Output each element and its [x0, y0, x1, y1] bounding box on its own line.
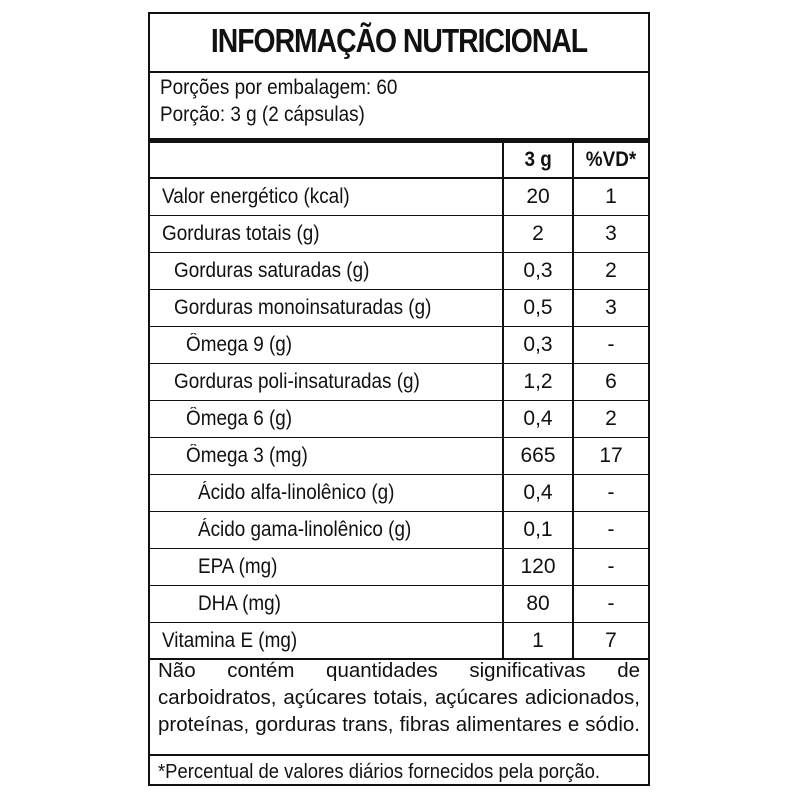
nutrient-name — [198, 475, 416, 511]
nutrient-name — [198, 549, 286, 585]
table-row — [150, 179, 648, 216]
nutrient-dv: - — [607, 518, 615, 541]
table-row — [150, 327, 648, 364]
nutrient-amount: 80 — [526, 592, 550, 615]
nutrient-dv: 2 — [605, 407, 617, 430]
nutrient-amount: 0,3 — [523, 333, 553, 356]
dv-column-header — [574, 143, 648, 177]
nutrient-name-text: Ácido gama-linolênico (g) — [198, 518, 412, 541]
nutrient-dv: 1 — [605, 185, 617, 208]
nutrient-name-text: Gorduras monoinsaturadas (g) — [174, 296, 432, 319]
table-row — [150, 216, 648, 253]
table-row — [150, 475, 648, 512]
amount-header-text: 3 g — [524, 148, 552, 171]
footnote-divider — [150, 754, 648, 756]
nutrient-name — [174, 364, 447, 400]
nutrient-name — [162, 179, 371, 215]
nutrient-dv: - — [607, 333, 615, 356]
footnote-line: proteínas, gorduras trans, fibras alimentares e sódio. — [158, 713, 640, 736]
nutrient-name-text: Gorduras poli-insaturadas (g) — [174, 370, 420, 393]
title-divider — [150, 71, 648, 73]
nutrient-amount: 0,5 — [523, 296, 553, 319]
nutrient-name-text: Gorduras totais (g) — [162, 222, 320, 245]
nutrient-amount: 0,3 — [523, 259, 553, 282]
nutrient-name-text: Ácido alfa-linolênico (g) — [198, 481, 395, 504]
nutrient-name — [186, 438, 321, 474]
nutrient-name — [162, 216, 337, 252]
nutrition-facts-label — [148, 12, 650, 786]
nutrient-name-text: Vitamina E (mg) — [162, 628, 298, 652]
table-row — [150, 364, 648, 401]
nutrient-name — [186, 401, 304, 437]
nutrient-amount: 2 — [532, 222, 544, 245]
table-row — [150, 253, 648, 290]
nutrient-amount: 665 — [520, 444, 556, 467]
nutrient-amount: 1 — [532, 628, 544, 652]
nutrient-amount: 120 — [520, 555, 556, 578]
nutrient-name-text: Ômega 9 (g) — [186, 333, 293, 356]
table-header — [150, 143, 648, 179]
nutrient-dv: 17 — [599, 444, 623, 467]
nutrient-amount: 0,1 — [523, 518, 553, 541]
nutrient-name — [198, 586, 290, 622]
nutrient-name-text: EPA (mg) — [198, 555, 278, 578]
nutrient-dv: 6 — [605, 370, 617, 393]
nutrient-name — [174, 290, 460, 326]
footnote-line: Não contém quantidades significativas de — [158, 659, 640, 682]
nutrient-amount: 0,4 — [523, 481, 553, 504]
table-row — [150, 623, 648, 660]
nutrient-dv: 7 — [605, 628, 617, 652]
dv-note-text: *Percentual de valores diários fornecidos pela porção. — [158, 760, 601, 783]
nutrient-amount: 0,4 — [523, 407, 553, 430]
footnote-line: carboidratos, açúcares totais, açúcares adicionados, — [158, 686, 640, 709]
table-row — [150, 586, 648, 623]
nutrient-dv: 3 — [605, 222, 617, 245]
servings-per-package: Porções por embalagem: 60 — [160, 76, 398, 99]
table-row — [150, 290, 648, 327]
serving-info — [160, 74, 424, 128]
nutrient-name — [174, 253, 391, 289]
footnote — [158, 657, 640, 738]
nutrient-name-text: Gorduras saturadas (g) — [174, 259, 370, 282]
nutrient-name — [198, 512, 435, 548]
table-row — [150, 438, 648, 475]
nutrient-amount: 20 — [526, 185, 550, 208]
nutrient-name — [186, 327, 304, 363]
table-row — [150, 549, 648, 586]
nutrient-name-text: Ômega 6 (g) — [186, 407, 293, 430]
footnote-lines — [158, 657, 640, 738]
nutrient-dv: 3 — [605, 296, 617, 319]
nutrient-dv: - — [607, 555, 615, 578]
nutrition-table — [150, 143, 648, 660]
nutrient-dv: - — [607, 592, 615, 615]
nutrient-dv: - — [607, 481, 615, 504]
nutrient-name-text: Ômega 3 (mg) — [186, 444, 308, 467]
dv-note — [158, 760, 640, 784]
amount-column-header — [504, 143, 572, 177]
nutrient-dv: 2 — [605, 259, 617, 282]
nutrient-name-text: DHA (mg) — [198, 592, 281, 615]
serving-size: Porção: 3 g (2 cápsulas) — [160, 103, 365, 126]
table-row — [150, 512, 648, 549]
nutrient-name-text: Valor energético (kcal) — [162, 185, 350, 208]
table-row — [150, 401, 648, 438]
nutrient-name — [162, 623, 312, 658]
label-title: INFORMAÇÃO NUTRICIONAL — [210, 22, 588, 59]
nutrient-amount: 1,2 — [523, 370, 553, 393]
dv-header-text: %VD* — [585, 148, 637, 171]
